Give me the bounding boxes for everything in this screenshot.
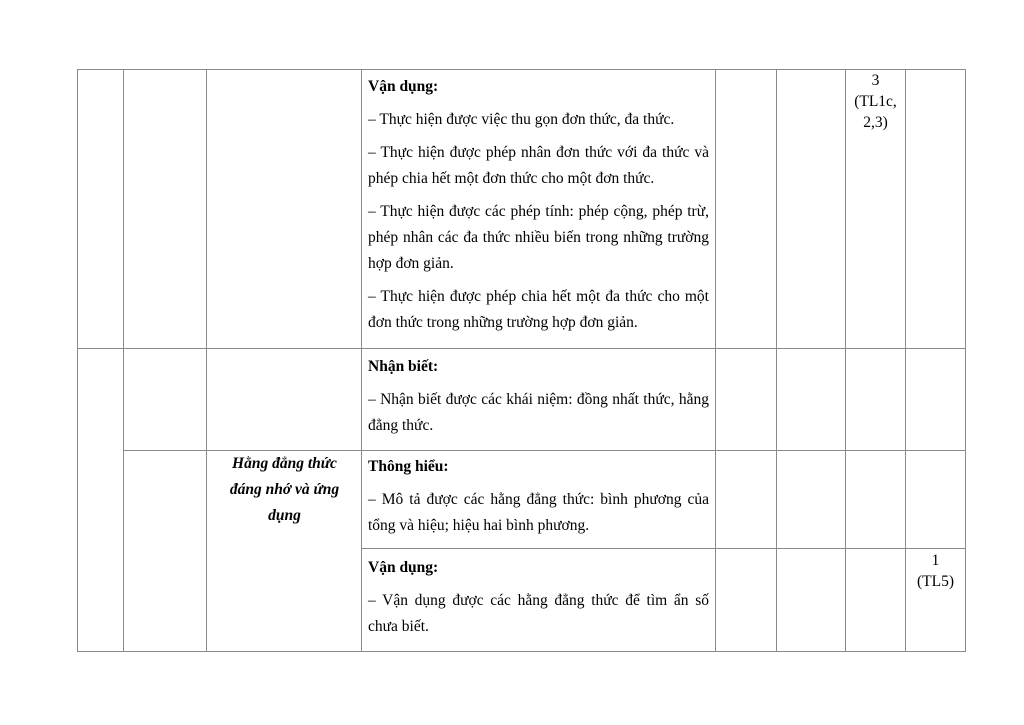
level-label: Vận dụng: [368, 78, 439, 95]
row-divider-1 [77, 348, 965, 349]
requirement-cell-apply-polynomial [368, 74, 709, 336]
col-divider-4 [715, 69, 716, 652]
row-divider-3 [361, 548, 965, 549]
level-label: Nhận biết: [368, 358, 439, 375]
question-count-row4: 1 (TL5) [916, 552, 954, 590]
requirement-item: – Vận dụng được các hằng đẳng thức để tìm ẩn số chưa biết. [368, 592, 709, 635]
col-divider-1 [123, 69, 124, 652]
requirement-item: – Nhận biết được các khái niệm: đồng nhất thức, hằng đẳng thức. [368, 391, 709, 434]
requirement-item: – Thực hiện được phép chia hết một đa thức cho một đơn thức trong những trường hợp đơn giản. [368, 288, 709, 331]
table-left-border [77, 69, 78, 652]
topic-cell-identities: Hằng đẳng thức đáng nhớ và ứng dụng [229, 455, 340, 524]
table-bottom-border [77, 651, 965, 652]
requirement-cell-recognize [368, 354, 709, 439]
requirement-item: – Thực hiện được phép nhân đơn thức với đa thức và phép chia hết một đơn thức cho một đơn thức. [368, 144, 709, 187]
level-label: Thông hiểu: [368, 458, 449, 475]
col-divider-3 [361, 69, 362, 652]
table-top-border [77, 69, 965, 70]
level-label: Vận dụng: [368, 559, 439, 576]
question-count-row1: 3 (TL1c, 2,3) [854, 72, 897, 131]
requirement-item: – Thực hiện được các phép tính: phép cộng, phép trừ, phép nhân các đa thức nhiều biến trong những trường hợp đơn giản. [368, 203, 709, 272]
col-divider-6 [845, 69, 846, 652]
requirement-cell-understand [368, 454, 709, 539]
requirement-cell-apply-identities [368, 555, 709, 640]
col-divider-2 [206, 69, 207, 652]
col-divider-5 [776, 69, 777, 652]
requirement-item: – Thực hiện được việc thu gọn đơn thức, đa thức. [368, 111, 675, 128]
requirement-item: – Mô tả được các hằng đẳng thức: bình phương của tổng và hiệu; hiệu hai bình phương. [368, 491, 709, 534]
table-right-border [965, 69, 966, 652]
